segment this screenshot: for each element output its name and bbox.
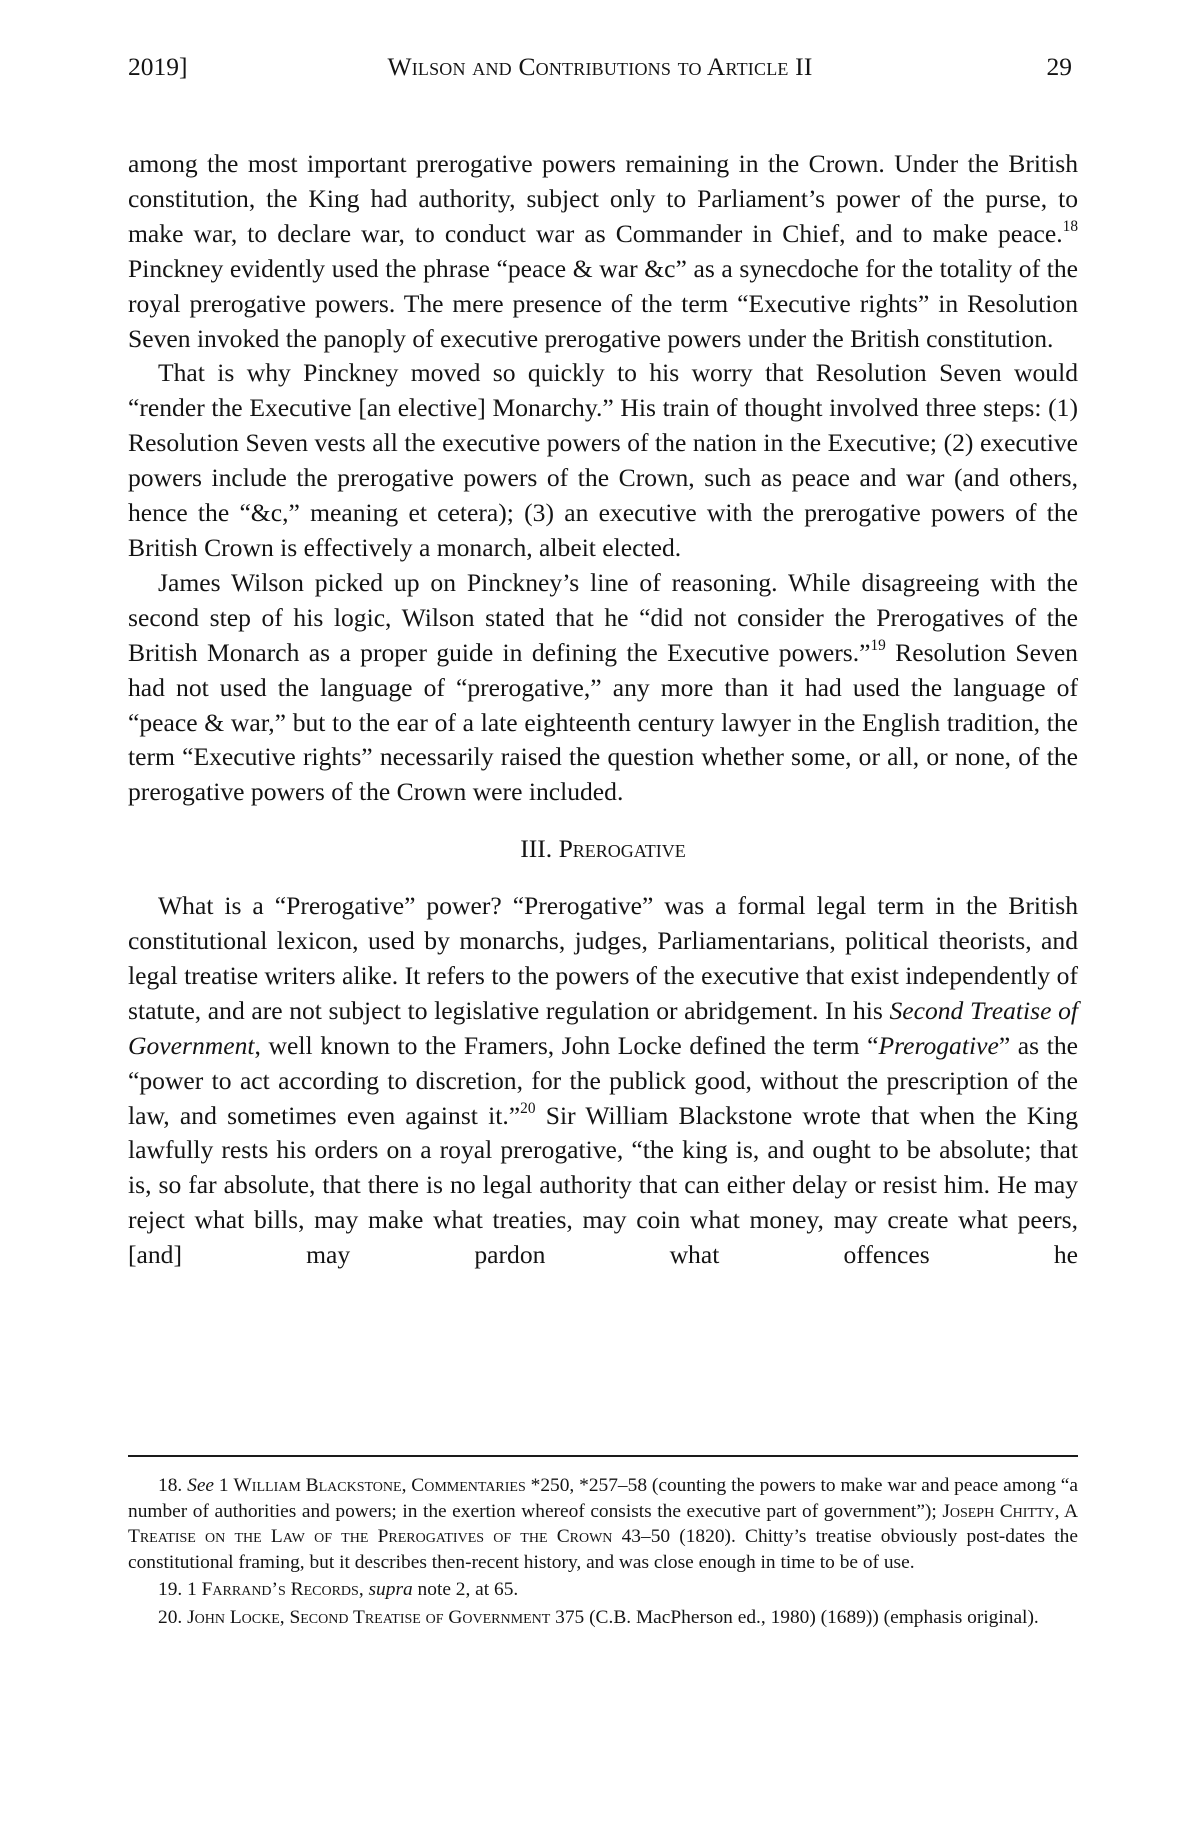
paragraph-1: among the most important prerogative powers remaining in the Crown. Under the British constitution, the King had authority, subject only to Parliament’s power of the purse, to make war, to declare war, to conduct war as Commander in Chief, and to make peace.$^{18}$ Pinckney evidently used the phrase “peace & war &c” as a synecdoche for the totality of the royal prerogative powers. The mere presence of the term “Executive rights” in Resolution Seven invoked the panoply of executive prerogative powers under the British constitution. [128,149,1078,353]
footnote-18: 18. See 1 William Blackstone, Commentaries *250, *257–58 (counting the powers to make war and peace among “a number of authorities and powers; in the exertion whereof consists the executive part of government”); Joseph Chitty, A Treatise on the Law of the Prerogatives of the Crown 43–50 (1820). Chitty’s treatise obviously post-dates the constitutional framing, but it describes then-recent history, and was close enough in time to be of use. [128,1475,1078,1573]
section-number: III. [520,834,559,864]
term-prerogative: Prerogative [878,1030,999,1060]
body-text [128,147,1078,1273]
footnote-ref-19[interactable]: 19 [870,636,886,654]
paragraph-2: That is why Pinckney moved so quickly to his worry that Resolution Seven would “render the Executive [an elective] Monarchy.” His train of thought involved three steps: (1) Resolution Seven vests all the executive powers of the nation in the Executive; (2) executive powers include the prerogative powers of the Crown, such as peace and war (and others, hence the “&c,” meaning et cetera); (3) an executive with the prerogative powers of the British Crown is effectively a monarch, albeit elected. [128,358,1078,562]
paragraph-3: James Wilson picked up on Pinckney’s line of reasoning. While disagreeing with the second step of his logic, Wilson stated that he “did not consider the Prerogatives of the British Monarch as a proper guide in defining the Executive powers.”$^{19}$ Resolution Seven had not used the language of “prerogative,” any more than it had used the language of “peace & war,” but to the ear of a late eighteenth century lawyer in the English tradition, the term “Executive rights” necessarily raised the question whether some, or all, or none, of the prerogative powers of the Crown were included. [128,567,1078,807]
page-number: 29 [1046,52,1072,81]
paragraph-4: What is a “Prerogative” power? “Prerogative” was a formal legal term in the British constitutional lexicon, used by monarchs, judges, Parliamentarians, political theorists, and legal treatise writers alike. It refers to the powers of the executive that exist independently of statute, and are not subject to legislative regulation or abridgement. In his Second Treatise of Government, well known to the Framers, John Locke defined the term “Prerogative” as the “power to act according to discretion, for the publick good, without the prescription of the law, and sometimes even against it.”$^{20}$ Sir William Blackstone wrote that when the King lawfully rests his orders on a royal prerogative, “the king is, and ought to be absolute; that is, so far absolute, that there is no legal authority that can either delay or resist him. He may reject what bills, may make what treaties, may coin what money, may create what peers, [and] may pardon what offences he [128,891,1078,1270]
section-heading [128,832,1078,867]
header-title: Wilson and Contributions to Article II [387,52,813,81]
footnote-20: 20. John Locke, Second Treatise of Government 375 (C.B. MacPherson ed., 1980) (1689)) (emphasis original). [158,1606,1039,1628]
header-year: 2019] [128,52,188,81]
footnote-divider [128,1455,1078,1457]
footnote-ref-18[interactable]: 18 [1062,217,1078,235]
footnote-19: 19. 1 Farrand’s Records, supra note 2, at 65. [158,1579,519,1600]
section-title: Prerogative [558,834,686,864]
footnotes [128,1473,1078,1632]
footnote-ref-20[interactable]: 20 [520,1099,536,1117]
book-title-second-treatise: Second Treatise of Government [128,995,1078,1060]
running-header [128,52,1072,92]
